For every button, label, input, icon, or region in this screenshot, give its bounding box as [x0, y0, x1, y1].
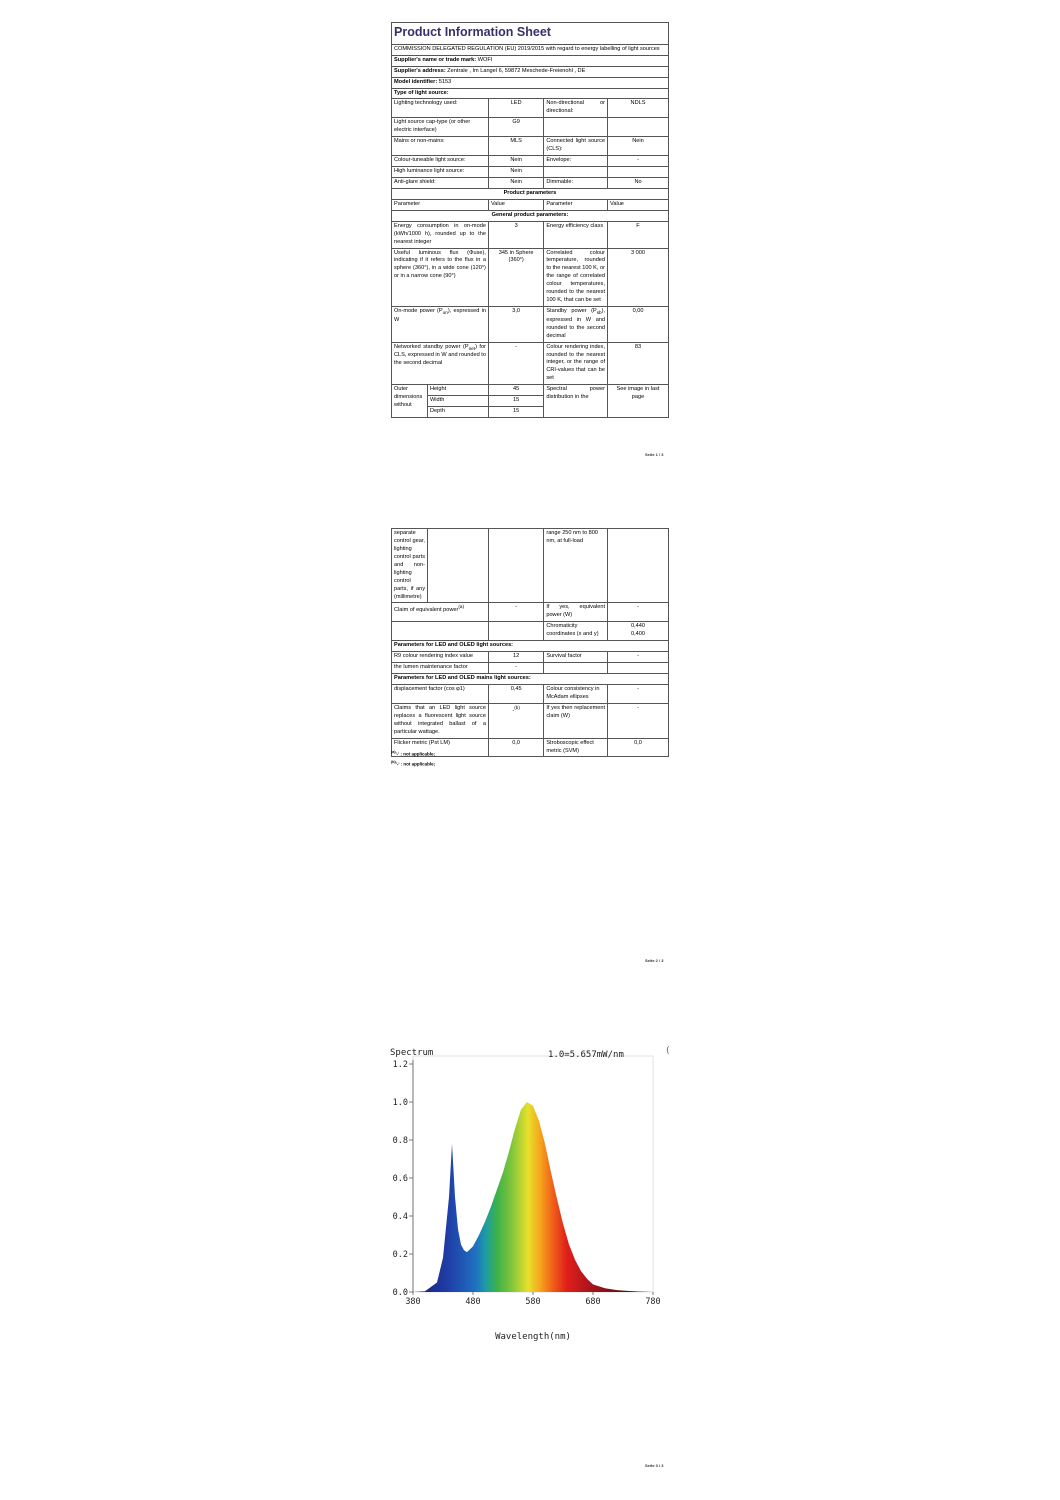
page-1-sheet [391, 22, 669, 418]
onmode-row: On-mode power $(P_{on})$, expressed in W 3,0 Standby power $(P_{sb})$, expressed in W and rounded to the second decimal 0,00 [392, 307, 669, 343]
type-heading: Type of light source: [392, 88, 669, 99]
y-tick-label: 0.8 [392, 1136, 408, 1146]
x-tick-label: 780 [645, 1297, 661, 1307]
lumen-maint-row: the lumen maintenance factor - [392, 663, 669, 674]
height-row: Outer dimensions without Height 45 Spectral power distribution in the See image in last page [392, 385, 669, 396]
page-number-2: Seite 2 / 3 [645, 958, 664, 963]
x-axis-label: Wavelength(nm) [495, 1332, 571, 1342]
chart-annotation: 1.0=5.657mW/nm [548, 1050, 624, 1060]
general-heading: General product parameters: [392, 210, 669, 221]
y-tick-label: 0.4 [392, 1212, 408, 1222]
spectrum-chart [380, 1038, 675, 1348]
chart-title: Spectrum [390, 1048, 434, 1058]
page-2-sheet [391, 528, 669, 757]
networked-row: Networked standby power $(P_{net})$ for CLS, expressed in W and rounded to the second decimal - Colour rendering index, rounded to the nearest integer, or the range of CRI-values that can be set 83 [392, 342, 669, 385]
mains-row: Mains or non-mains: MLS Connected light source (CLS): Nein [392, 137, 669, 156]
y-tick-label: 1.0 [392, 1098, 408, 1108]
r9-row: R9 colour rendering index value 12 Survival factor - [392, 652, 669, 663]
chromaticity-row: Chromaticity coordinates (x and y) 0,440 0,400 [392, 622, 669, 641]
depth-row: Depth 15 [392, 407, 669, 418]
lighting-tech-row: Lighting technology used: LED Non-directional or directional: NDLS [392, 99, 669, 118]
displacement-row: displacement factor (cos φ1) 0,45 Colour consistency in McAdam ellipses - [392, 684, 669, 703]
supplier-row: Supplier's name or trade mark: WOFI [392, 55, 669, 66]
product-params-heading: Product parameters [392, 188, 669, 199]
fluorescent-claim-row: Claims that an LED light source replaces a fluorescent light source without integrated ballast of a particular wattage. -$^{(b)}$ If yes then replacement claim (W) - [392, 703, 669, 738]
outer-dim-cont-row: separate control gear, lighting control parts and non-lighting control parts, if any (millimetre) range 250 nm to 800 nm, at full-load [392, 529, 669, 603]
model-row: Model identifier: 5153 [392, 77, 669, 88]
regulation-text: COMMISSION DELEGATED REGULATION (EU) 2019/2015 with regard to energy labelling of light sources [392, 44, 669, 55]
high-luminance-row: High luminance light source: Nein [392, 167, 669, 178]
info-table-1 [391, 44, 669, 418]
anti-glare-row: Anti-glare shield: Nein Dimmable: No [392, 177, 669, 188]
flux-row: Useful luminous flux (Φuse), indicating if it refers to the flux in a sphere (360°), in a wide cone (120°) or in a narrow cone (90°) 345 in Sphere (360°) Correlated colour temperature, rounded to the nearest 100 K, or the range of correlated colour temperatures, rounded to the nearest 100 K, that can be set 3 000 [392, 248, 669, 307]
energy-row: Energy consumption in on-mode (kWh/1000 h), rounded up to the nearest integer 3 Energy efficiency class F [392, 221, 669, 248]
y-tick-label: 0.0 [392, 1288, 408, 1298]
address-row: Supplier's address: Zentrale , Im Langel 6, 59872 Meschede-Freienohl , DE [392, 66, 669, 77]
led-heading: Parameters for LED and OLED light sources: [392, 641, 669, 652]
y-tick-label: 0.2 [392, 1250, 408, 1260]
sheet-title: Product Information Sheet [391, 22, 669, 44]
page-number-3: Seite 3 / 3 [645, 1463, 664, 1468]
mains-heading: Parameters for LED and OLED mains light sources: [392, 674, 669, 685]
cap-type-row: Light source cap-type (or other electric interface) G9 [392, 118, 669, 137]
edge-glyph: ( [665, 1046, 671, 1056]
page-number-1: Seite 1 / 3 [645, 452, 664, 457]
info-table-2 [391, 528, 669, 757]
x-tick-label: 680 [585, 1297, 601, 1307]
param-header-row: Parameter Value Parameter Value [392, 199, 669, 210]
equiv-power-row: Claim of equivalent power$^{(a)}$ - If yes, equivalent power (W) - [392, 603, 669, 622]
tuneable-row: Colour-tuneable light source: Nein Envelope: - [392, 156, 669, 167]
width-row: Width 15 [392, 396, 669, 407]
x-tick-label: 380 [405, 1297, 421, 1307]
y-tick-label: 1.2 [392, 1060, 408, 1070]
x-tick-label: 480 [465, 1297, 481, 1307]
x-tick-label: 580 [525, 1297, 541, 1307]
footnote-b: $^{(b)}$'-' : not applicable; [391, 760, 436, 767]
footnote-a: $^{(a)}$'-' : not applicable; [391, 750, 435, 757]
flicker-row: Flicker metric (Pst LM) 0,0 Stroboscopic effect metric (SVM) 0,0 [392, 738, 669, 757]
y-tick-label: 0.6 [392, 1174, 408, 1184]
